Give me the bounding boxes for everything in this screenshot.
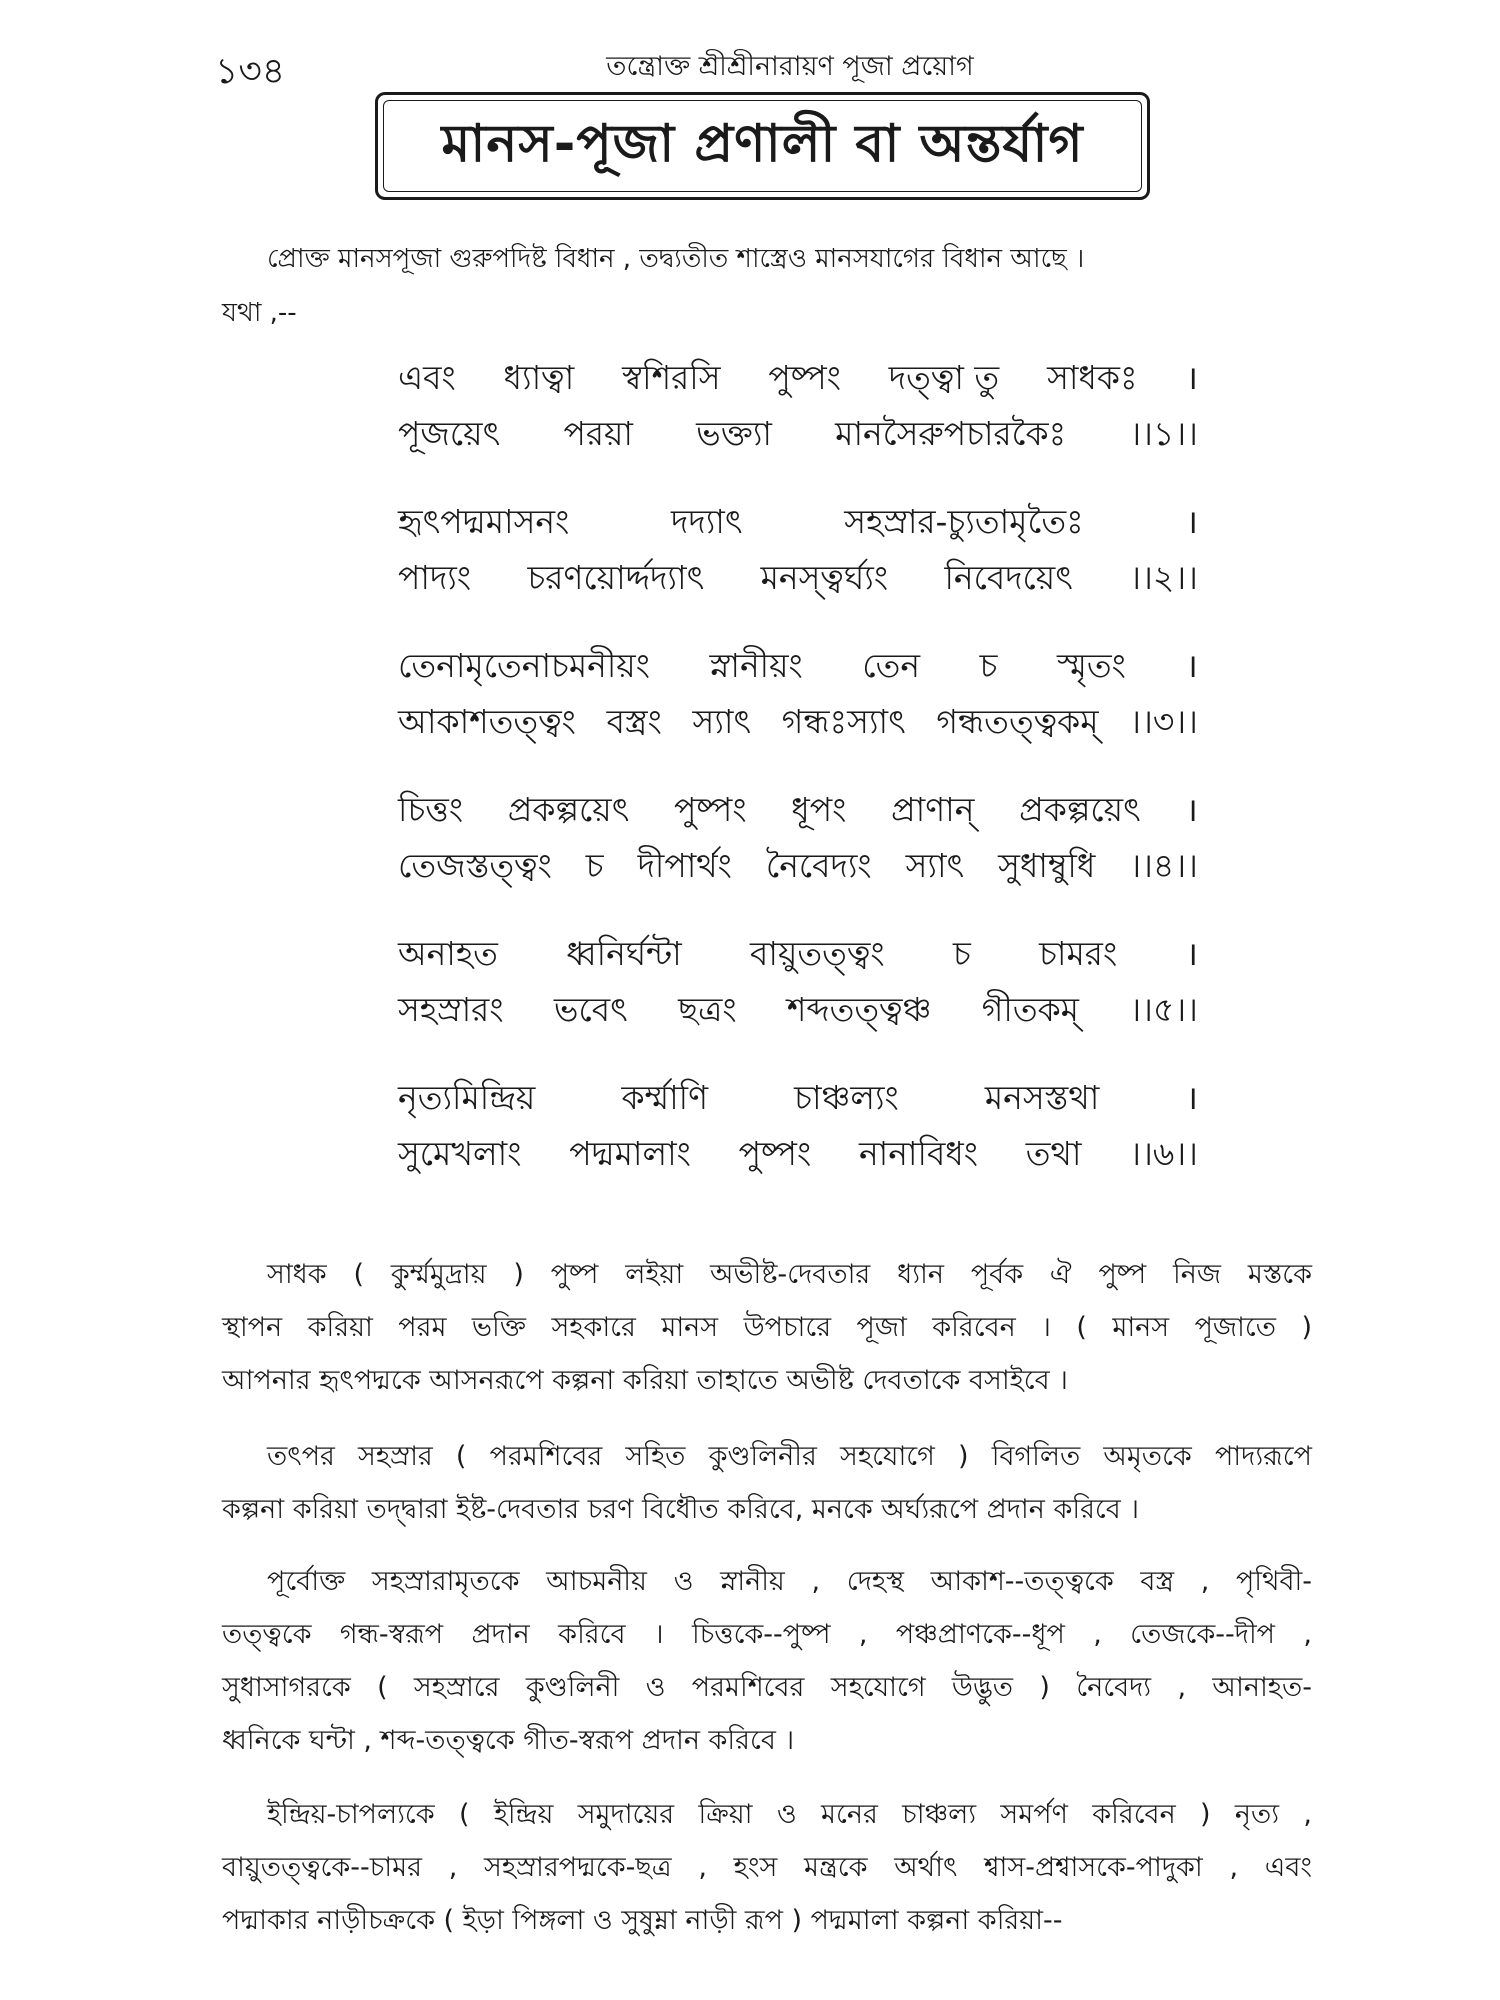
verse-word: নিবেদয়েৎ [944, 558, 1073, 597]
paragraph-line: সুধাসাগরকে ( সহস্রারে কুণ্ডলিনী ও পরমশিবের সহযোগে উদ্ভুত ) নৈবেদ্য , আনাহত- [222, 1672, 1312, 1703]
verse-word: । [1185, 1078, 1198, 1117]
verse-word: সাধকঃ [1047, 358, 1138, 397]
verse-word: ধ্যাত্বা [503, 358, 575, 397]
verse-word: পূজয়েৎ [398, 414, 501, 453]
verse-word: চিত্তং [398, 790, 464, 829]
verse-word: স্বশিরসি [622, 358, 721, 397]
verse-word: সহস্রারং [398, 990, 504, 1029]
verse-word: প্রকল্পয়েৎ [1019, 790, 1141, 829]
intro-paragraph [222, 232, 1312, 340]
verse-word: মনসস্তথা [984, 1078, 1100, 1117]
verse-word: শব্দতত্ত্বঞ্চ [786, 990, 932, 1029]
paragraph [222, 1248, 1312, 1407]
paragraph-line: স্থাপন করিয়া পরম ভক্তি সহকারে মানস উপচারে পূজা করিবেন । ( মানস পূজাতে ) [222, 1312, 1312, 1343]
verse-word: প্রাণান্ [891, 790, 975, 829]
verse-word: গন্ধতত্ত্বকম্ [936, 702, 1099, 741]
paragraph-line: ইন্দ্রিয়-চাপল্যকে ( ইন্দ্রিয় সমুদায়ের ক্রিয়া ও মনের চাঞ্চল্য সমর্পণ করিবেন ) নৃত্য , [267, 1799, 1312, 1830]
verse-word: বায়ুতত্ত্বং [750, 934, 885, 973]
paragraph-line: পদ্মাকার নাড়ীচক্রকে ( ইড়া পিঙ্গলা ও সুষুম্না নাড়ী রূপ ) পদ্মমালা কল্পনা করিয়া-- [222, 1905, 1063, 1936]
section-title-frame [375, 92, 1150, 200]
verse-word: চ [952, 934, 971, 973]
verse-word: তেনামৃতেনাচমনীয়ং [398, 646, 650, 685]
verse-word: নৃত্যমিন্দ্রিয় [398, 1078, 536, 1117]
section-title: মানস-পূজা প্রণালী বা অন্তর্যাগ [441, 113, 1084, 174]
verse-word: ছত্রং [678, 990, 737, 1029]
verse-word: স্যাৎ [905, 846, 965, 885]
verse-word: গীতকম্ [981, 990, 1079, 1029]
verse-word: ।।৫।। [1129, 990, 1198, 1029]
verse-word: চাঞ্চল্যং [794, 1078, 899, 1117]
verse-word: আকাশতত্ত্বং [398, 702, 576, 741]
verse-stanza [398, 926, 1198, 1038]
verse-word: পাদ্যং [398, 558, 472, 597]
verse-word: সুধাম্বুধি [998, 846, 1096, 885]
verse-word: দদ্যাৎ [671, 502, 743, 541]
verse-word: । [1185, 358, 1198, 397]
running-title: তন্ত্রোক্ত শ্রীশ্রীনারায়ণ পূজা প্রয়োগ [606, 51, 974, 82]
verse-stanza [398, 350, 1198, 462]
verse-word: চামরং [1039, 934, 1118, 973]
verse-word: নৈবেদ্যং [765, 846, 872, 885]
paragraph [222, 1430, 1312, 1536]
verse-line [398, 1070, 1198, 1126]
verse-word: নানাবিধং [858, 1134, 979, 1173]
verse-stanza [398, 1070, 1198, 1182]
paragraph-line: তৎপর সহস্রার ( পরমশিবের সহিত কুণ্ডলিনীর সহযোগে ) বিগলিত অমৃতকে পাদ্যরূপে [267, 1441, 1312, 1472]
verse-word: ভক্ত্যা [696, 414, 772, 453]
section-title-inner-frame [383, 100, 1142, 192]
verse-block [398, 350, 1198, 1214]
verse-word: মনস্ত্বর্ঘ্যং [760, 558, 889, 597]
verse-word: স্নানীয়ং [709, 646, 803, 685]
verse-line [398, 1126, 1198, 1182]
paragraph-line: পূর্বোক্ত সহস্রারামৃতকে আচমনীয় ও স্নানীয় , দেহস্থ আকাশ--তত্ত্বকে বস্ত্র , পৃথিবী- [267, 1566, 1312, 1597]
verse-line [398, 494, 1198, 550]
verse-word: । [1185, 646, 1198, 685]
verse-word: কর্ম্মাণি [621, 1078, 709, 1117]
verse-word: ।।৩।। [1129, 702, 1198, 741]
verse-word: পুষ্পং [738, 1134, 812, 1173]
verse-word: মানসৈরুপচারকৈঃ [835, 414, 1067, 453]
verse-line [398, 350, 1198, 406]
verse-word: এবং [398, 358, 456, 397]
paragraph [222, 1788, 1312, 1947]
verse-word: ধ্বনির্ঘন্টা [566, 934, 682, 973]
verse-word: ।।১।। [1129, 414, 1198, 453]
verse-word: তেজস্তত্ত্বং [398, 846, 552, 885]
verse-word: সহস্রার-চ্যুতামৃতৈঃ [844, 502, 1084, 541]
paragraph-line: আপনার হৃৎপদ্মকে আসনরূপে কল্পনা করিয়া তাহাতে অভীষ্ট দেবতাকে বসাইবে । [222, 1365, 1068, 1396]
verse-line [398, 694, 1198, 750]
paragraph-line: কল্পনা করিয়া তদ্দ্বারা ইষ্ট-দেবতার চরণ বিধৌত করিবে, মনকে অর্ঘ্যরূপে প্রদান করিবে । [222, 1494, 1140, 1525]
verse-line [398, 782, 1198, 838]
verse-line [398, 982, 1198, 1038]
verse-line [398, 838, 1198, 894]
verse-word: । [1185, 502, 1198, 541]
verse-line [398, 406, 1198, 462]
verse-word: চরণয়োর্দ্দদ্যাৎ [527, 558, 705, 597]
paragraph-line: ধ্বনিকে ঘন্টা , শব্দ-তত্ত্বকে গীত-স্বরূপ প্রদান করিবে । [222, 1725, 795, 1756]
verse-stanza [398, 782, 1198, 894]
verse-word: দত্ত্বা তু [888, 358, 1000, 397]
paragraph-line: সাধক ( কুর্ম্মমুদ্রায় ) পুষ্প লইয়া অভীষ্ট-দেবতার ধ্যান পূর্বক ঐ পুষ্প নিজ মস্তকে [267, 1259, 1312, 1290]
verse-word: দীপার্থং [637, 846, 732, 885]
verse-word: অনাহত [398, 934, 498, 973]
intro-line: যথা ,-- [222, 298, 297, 328]
verse-word: প্রকল্পয়েৎ [507, 790, 630, 829]
intro-line: প্রোক্ত মানসপূজা গুরুপদিষ্ট বিধান , তদ্ব্যতীত শাস্ত্রেও মানসযাগের বিধান আছে । [267, 244, 1085, 274]
verse-stanza [398, 494, 1198, 606]
verse-word: ভবেৎ [553, 990, 628, 1029]
verse-word: তথা [1025, 1134, 1082, 1173]
verse-word: গন্ধঃস্যাৎ [781, 702, 906, 741]
paragraph-line: তত্ত্বকে গন্ধ-স্বরূপ প্রদান করিবে । চিত্তকে--পুষ্প , পঞ্চপ্রাণকে--ধূপ , তেজকে--দীপ , [222, 1619, 1312, 1650]
paragraph [222, 1555, 1312, 1767]
verse-word: পুষ্পং [768, 358, 841, 397]
verse-word: । [1185, 934, 1198, 973]
verse-word: ।।২।। [1129, 558, 1198, 597]
verse-word: চ [585, 846, 604, 885]
verse-word: । [1185, 790, 1198, 829]
verse-line [398, 638, 1198, 694]
verse-word: হৃৎপদ্মমাসনং [398, 502, 570, 541]
verse-stanza [398, 638, 1198, 750]
verse-word: তেন [862, 646, 921, 685]
verse-word: ।।৪।। [1129, 846, 1198, 885]
paragraph-line: বায়ুতত্ত্বকে--চামর , সহস্রারপদ্মকে-ছত্র , হংস মন্ত্রকে অর্থাৎ শ্বাস-প্রশ্বাসকে-পাদুকা , এবং [222, 1852, 1312, 1883]
verse-word: পরয়া [563, 414, 633, 453]
verse-word: স্যাৎ [692, 702, 752, 741]
verse-word: বস্ত্রং [606, 702, 662, 741]
verse-word: চ [979, 646, 998, 685]
verse-word: পদ্মমালাং [569, 1134, 691, 1173]
verse-line [398, 550, 1198, 606]
verse-word: ধূপং [791, 790, 847, 829]
page-number: ১৩৪ [215, 51, 286, 92]
verse-word: স্মৃতং [1057, 646, 1126, 685]
verse-word: পুষ্পং [674, 790, 747, 829]
verse-word: ।।৬।। [1129, 1134, 1198, 1173]
verse-line [398, 926, 1198, 982]
verse-word: সুমেখলাং [398, 1134, 522, 1173]
